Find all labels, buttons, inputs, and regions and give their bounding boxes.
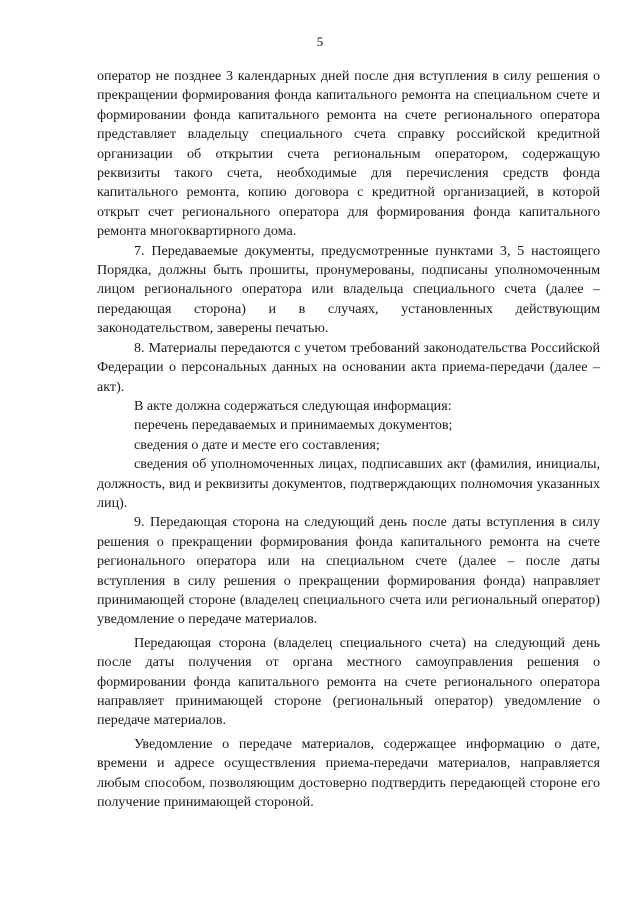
paragraph-item-7: 7. Передаваемые документы, предусмотренные пунктами 3, 5 настоящего Порядка, должны быть прошиты, пронумерованы, подписаны уполномоченным лицом регионального оператора или владельца специального счета (далее – передающая сторона) и в случаях, установленных действующим законодательством, заверены печатью. — [97, 242, 600, 337]
act-list-item-documents: перечень передаваемых и принимаемых документов; — [134, 417, 453, 434]
paragraph-special-account-owner: Передающая сторона (владелец специального счета) на следующий день после даты получения от органа местного самоуправления решения о формировании фонда капитального ремонта на счете регионального оператора направляет принимающей стороне (региональный оператор) уведомление о передаче материалов. — [97, 634, 600, 729]
act-contents-intro: В акте должна содержаться следующая информация: — [134, 397, 452, 414]
act-list-item-date-place: сведения о дате и месте его составления; — [134, 436, 380, 453]
paragraph-item-9: 9. Передающая сторона на следующий день после даты вступления в силу решения о прекращении формирования фонда капитального ремонта на счете регионального оператора или на специальном счете (далее – после даты вступления в силу решения о прекращении формирования фонда) направляет принимающей стороне (владелец специального счета или региональный оператор) уведомление о передаче материалов. — [97, 514, 600, 628]
paragraph-notification: Уведомление о передаче материалов, содержащее информацию о дате, времени и адресе осуществления приема-передачи материалов, направляется любым способом, позволяющим достоверно подтвердить передающей стороне его получение принимающей стороной. — [97, 735, 600, 811]
act-list-item-persons: сведения об уполномоченных лицах, подписавших акт (фамилия, инициалы, должность, вид и реквизиты документов, подтверждающих полномочия указанных лиц). — [97, 456, 600, 511]
paragraph-item-8: 8. Материалы передаются с учетом требований законодательства Российской Федерации о персональных данных на основании акта приема-передачи (далее – акт). — [97, 339, 600, 395]
document-body — [97, 67, 600, 812]
page-number: 5 — [316, 34, 324, 49]
paragraph-continuation: оператор не позднее 3 календарных дней после дня вступления в силу решения о прекращении формирования фонда капитального ремонта на специальном счете и формировании фонда капитального ремонта на счете регионального оператора представляет владельцу специального счета справку российской кредитной организации об открытии счета региональным оператором, содержащую реквизиты такого счета, необходимые для перечисления средств фонда капитального ремонта, копию договора с кредитной организацией, в которой открыт счет регионального оператора для формирования фонда капитального ремонта многоквартирного дома. — [97, 68, 600, 240]
